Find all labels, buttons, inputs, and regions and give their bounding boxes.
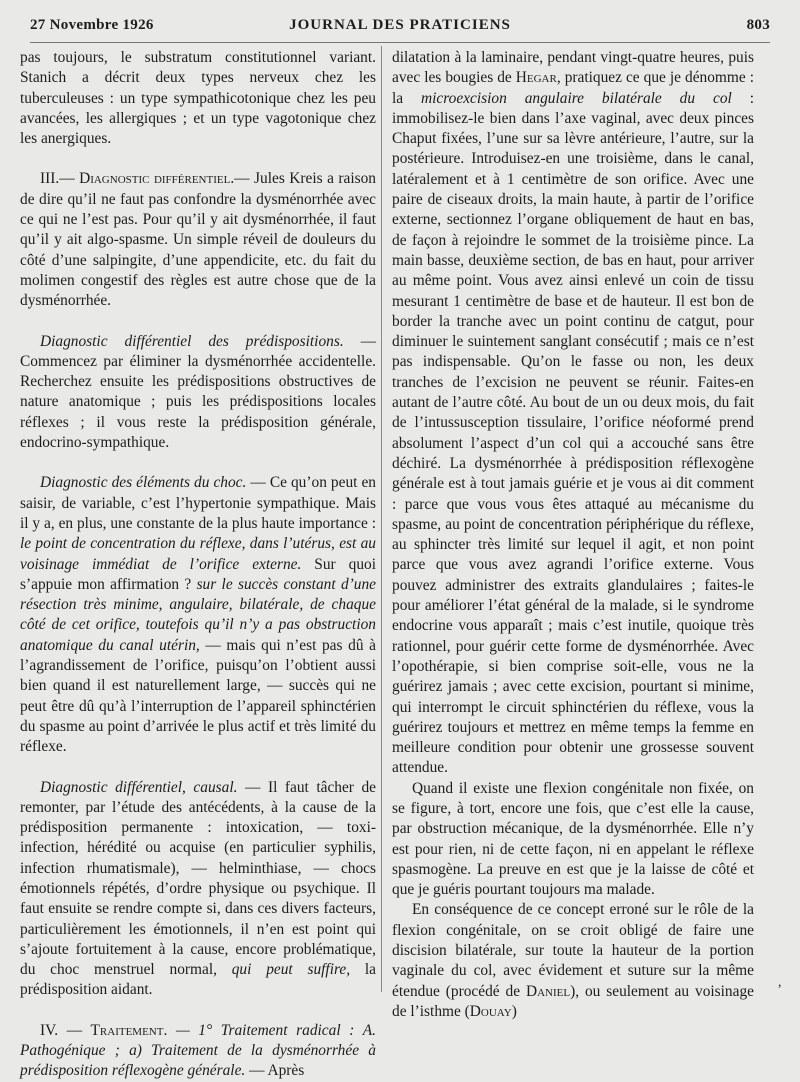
author-name: Douay <box>469 1002 512 1020</box>
issue-date: 27 Novembre 1926 <box>30 17 154 33</box>
italic-text: microexcision angulaire bilatérale du col <box>421 89 732 107</box>
section-heading: III.— Diagnostic différentiel. <box>40 170 235 188</box>
right-column <box>392 48 754 1022</box>
subheading: Diagnostic des éléments du choc. <box>40 474 247 492</box>
paragraph-text: la prédisposition aidant. <box>20 961 376 999</box>
paragraph-text: dilatation à la laminaire, pendant vingt-quatre heures, puis avec les bougies de <box>392 49 754 87</box>
paragraph-text: Sur quoi s’appuie mon affirmation ? <box>20 555 377 593</box>
italic-text: sur le succès constant d’une résection très minime, angulaire, bilatérale, de chaque côté de cet orifice, toutefois qu’il n’y a pas obstruction anatomique du canal utérin, <box>20 575 376 654</box>
paragraph-flexion: Quand il existe une flexion congénitale non fixée, on se figure, à tort, encore une fois, que c’est elle la cause, par obstruction mécanique, de la dysménorrhée. Elle n’y est pour rien, ni de cette façon, ni en appelant le réflexe spasmogène. La preuve en est que je la laisse de côté et que je guéris pourtant toujours ma malade. <box>392 779 754 899</box>
paragraph: pas toujours, le substratum constitutionnel variant. Stanich a décrit deux types nerveux chez les tuberculeuses : un type sympathicotonique chez les peu avancées, les allergiques ; et un type vagotonique chez les anergiques. <box>20 49 376 148</box>
paragraph-text: — mais qui n’est pas dû à l’agrandissement de l’orifice, puisqu’on l’obtient aussi bien quand il est naturellement large, — succès qui ne peut être dû qu’à l’interruption de l’appareil sphinctérien du spasme au point d’arrivée le plus actif et très limité du réflexe. <box>20 636 376 756</box>
paragraph-causal <box>20 778 376 1001</box>
paragraph-text: — Jules Kreis a raison de dire qu’il ne faut pas confondre la dysménorrhée avec ce qui ne l’est pas. Pour qu’il y ait dysménorrhée, il faut qu’il y ait algo-spasme. Un simple réveil de douleurs du côté d’une salpingite, d’une appendicite, etc. du fait du molimen congestif des règles est autre chose que de la dysménorrhée. <box>20 170 376 310</box>
paragraph-traitement <box>20 1021 376 1082</box>
corner-mark: , <box>778 975 782 990</box>
paragraph-consequence <box>392 900 754 1022</box>
left-column <box>20 48 376 1082</box>
paragraph-text: — Il faut tâcher de remonter, par l’étude des antécédents, à la cause de la prédisposition permanente : intoxication, — toxi-infection, hérédité ou acquise (en particulier syphilis, infection rhumatismale), — helminthiase, — chocs émotionnels répétés, d’ordre physique ou psychique. Il faut ensuite se rendre compte si, dans ces divers facteurs, particulièrement les émotionnels, il n’en est point qui s’ajoute fortuitement à la cause, encore problématique, du choc menstruel normal, <box>20 778 377 979</box>
paragraph-text: ) <box>511 1002 517 1020</box>
paragraph-text: ), ou seulement au voisinage de l’isthme ( <box>392 982 754 1020</box>
column-divider <box>381 46 382 992</box>
italic-text: le point de concentration du réflexe, dans l’utérus, est au voisinage immédiat de l’orifice externe. <box>20 535 376 573</box>
paragraph-text: : immobilisez-le bien dans l’axe vaginal, avec deux pinces Chaput fixées, l’une sur sa lèvre antérieure, l’autre, sur la postérieure. Introduisez-en une troisième, dans le canal, latéralement et à 1 centimètre de son orifice. Avec une paire de ciseaux droits, la main haute, à partir de l’orifice externe, sectionnez l’organe obliquement de haut en bas, de façon à rejoindre le sommet de la troisième pince. La main basse, deuxième section, de bas en haut, pour arriver au même point. Vous avez ainsi enlevé un coin de tissu mesurant 1 centimètre de base et de hauteur. Il est bon de border la tranche avec un point continu de catgut, pour diminuer le suintement sanglant consécutif ; mais ce n’est pas indispensable. Qu’on le fasse ou non, les deux tranches de l’excision ne peuvent se réunir. Faites-en autant de l’autre côté. Au bout de un ou deux mois, du fait de l’intussusception tissulaire, l’orifice néoformé prend absolument l’aspect d’un col qui a accouché sans être déchiré. La dysménorrhée à prédisposition réflexogène générale est à tout jamais guérie et je vous ai dit comment : parce que vous vous êtes attaqué au mécanisme du spasme, au point de concentration périphérique du réflexe, au sphincter très limité sur lequel il agit, et non point parce que vous avez agrandi l’orifice externe. Vous pouvez administrer des extraits glandulaires ; faites-le pour améliorer l’état général de la malade, si le syndrome endocrine vous apparaît ; mais c’est inutile, quoique très rationnel, pour guérir cette forme de dysménorrhée. Avec l’opothérapie, si bien comprise soit-elle, vous ne la guérirez jamais ; avec cette excision, pourtant si minime, qui interrompt le circuit sphinctérien du réflexe, vous la guérirez toujours et mettrez en même temps la femme en meilleure condition pour obtenir une grossesse souvent attendue. <box>392 89 754 777</box>
subheading: Diagnostic différentiel, causal. <box>40 778 238 796</box>
paragraph-text: — Après <box>245 1062 305 1080</box>
paragraph-text: En conséquence de ce concept erroné sur le rôle de la flexion congénitale, on se croit obligé de faire une discision bilatérale, sur toute la hauteur de la portion vaginale du col, avec évidement et suture sur la même étendue (procédé de <box>392 901 754 1000</box>
page-number: 803 <box>746 17 770 33</box>
subheading: Diagnostic différentiel des prédispositions. <box>40 332 344 350</box>
paragraph-text: — Ce qu’on peut en saisir, de variable, c’est l’hypertonie sympathique. Mais il y a, en plus, une constante de la plus haute importance : <box>20 474 377 532</box>
journal-title: JOURNAL DES PRATICIENS <box>289 17 511 33</box>
header-rule <box>30 42 770 43</box>
paragraph-predispositions <box>20 332 376 454</box>
paragraph-diagnostic <box>20 169 376 311</box>
running-header <box>30 17 770 39</box>
paragraph-choc <box>20 473 376 757</box>
paragraph-text: — Commencez par éliminer la dysménorrhée accidentelle. Recherchez ensuite les prédispositions obstructives de nature anatomique ; puis les prédispositions locales réflexes ; il vous reste la prédisposition générale, endocrino-sympathique. <box>20 332 376 452</box>
paragraph-text: , pratiquez ce que je dénomme : la <box>392 69 754 107</box>
italic-text: qui peut suffire, <box>231 961 351 979</box>
paragraph-microexcision <box>392 48 754 779</box>
author-name: Daniel <box>525 982 571 1000</box>
italic-text: — 1° Traitement radical : A. Pathogénique ; a) Traitement de la dysménorrhée à prédisposition réflexogène générale. <box>20 1021 376 1080</box>
section-heading: IV. — Traitement. <box>40 1021 168 1039</box>
author-name: Hegar <box>515 69 557 87</box>
